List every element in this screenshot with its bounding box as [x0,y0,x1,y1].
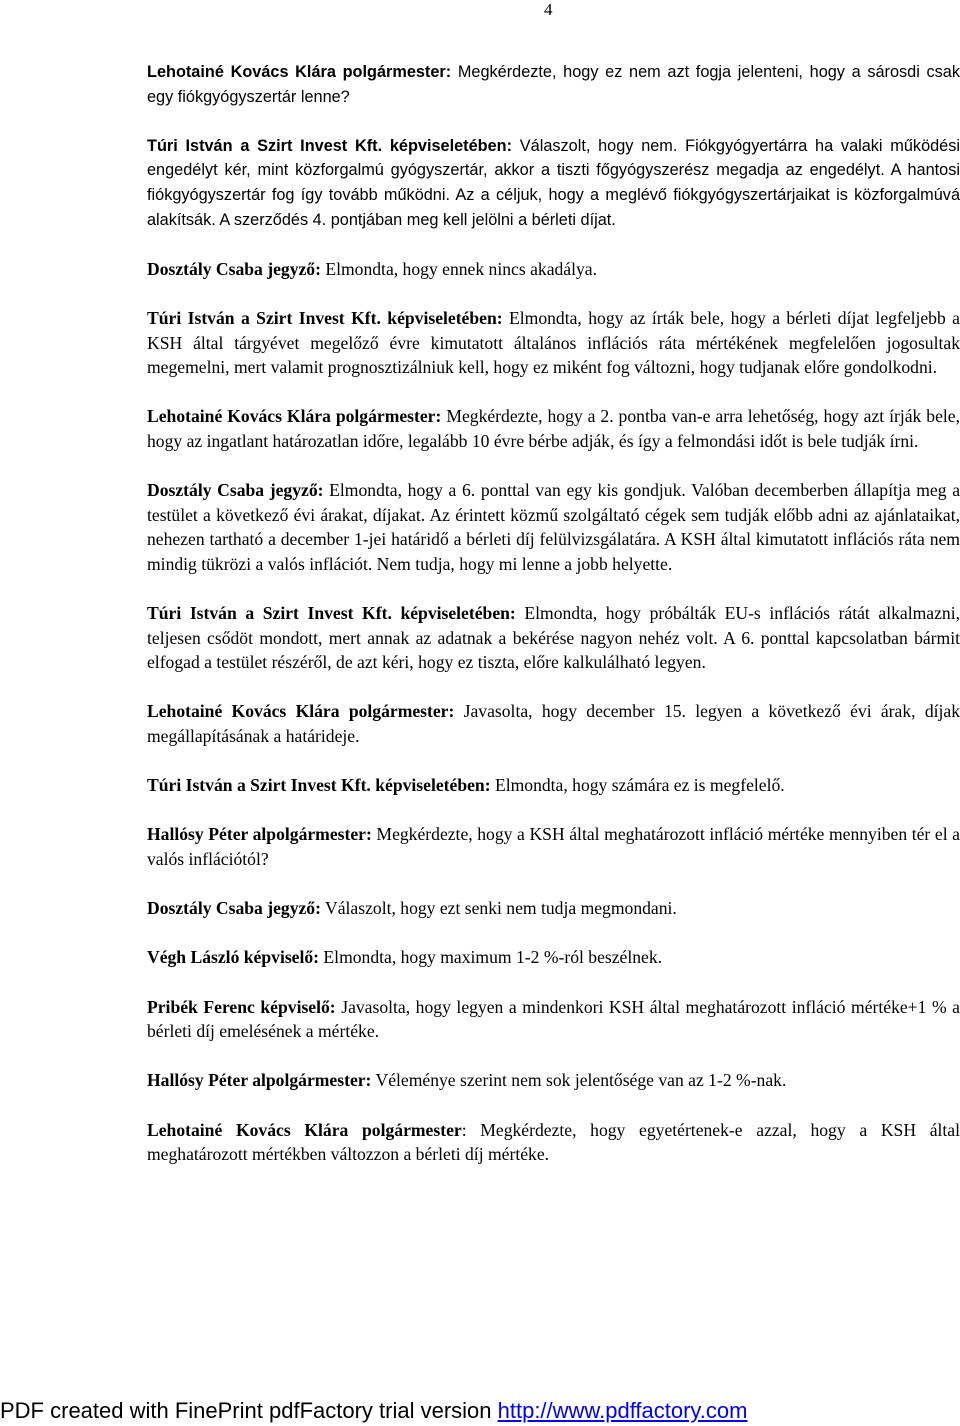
speaker-name: Lehotainé Kovács Klára polgármester: [147,63,452,81]
paragraph [147,822,960,871]
paragraph [147,699,960,748]
paragraph [147,478,960,576]
footer-text: PDF created with FinePrint pdfFactory trial version [0,1398,498,1423]
paragraph-text: Véleménye szerint nem sok jelentősége van az 1-2 %-nak. [371,1070,787,1091]
pdf-footer [0,1396,747,1426]
paragraph [147,134,960,232]
paragraph-text: Megkérdezte, hogy a 2. pontba van-e arra lehetőség, hogy azt írják bele, hogy az ingatlant határozatlan időre, legalább 10 évre bérbe adják, és így a felmondási időt is bele tudják írni. [147,406,960,451]
paragraph-text: Elmondta, hogy számára ez is megfelelő. [490,775,785,796]
paragraph [147,1068,960,1093]
speaker-name: Túri István a Szirt Invest Kft. képviseletében: [147,775,491,796]
document-body [147,60,960,1191]
speaker-name: Lehotainé Kovács Klára polgármester: [147,701,455,722]
speaker-name: Túri István a Szirt Invest Kft. képviseletében: [147,307,503,328]
speaker-name: Pribék Ferenc képviselő: [147,996,336,1017]
paragraph-text: : Megkérdezte, hogy egyetértenek-e azzal, hogy a KSH által meghatározott mértékben változzon a bérleti díj mértéke. [147,1119,960,1165]
paragraph [147,896,960,921]
speaker-name: Lehotainé Kovács Klára polgármester: [147,406,442,427]
pdffactory-link[interactable]: http://www.pdffactory.com [497,1398,748,1423]
paragraph-text: Megkérdezte, hogy ez nem azt fogja jelenteni, hogy a sárosdi csak egy fiókgyógyszertár lenne? [147,63,960,106]
speaker-name: Végh László képviselő: [147,947,320,968]
paragraph [147,404,960,453]
speaker-name: Hallósy Péter alpolgármester: [147,1070,372,1091]
paragraph [147,306,960,380]
paragraph-text: Elmondta, hogy maximum 1-2 %-ról beszélnek. [319,947,663,968]
paragraph [147,995,960,1044]
paragraph [147,945,960,970]
paragraph [147,773,960,798]
paragraph-text: Megkérdezte, hogy a KSH által meghatározott infláció mértéke mennyiben tér el a valós inflációtól? [147,824,960,869]
paragraph-text: Javasolta, hogy december 15. legyen a következő évi árak, díjak megállapításának a határideje. [147,701,960,747]
speaker-name: Dosztály Csaba jegyző: [147,480,324,501]
paragraph [147,257,960,282]
paragraph-text: Válaszolt, hogy nem. Fiókgyógyertárra ha valaki működési engedélyt kér, mint közforgalmú gyógyszertár, akkor a tiszti főgyógyszerész megadja az engedélyt. A hantosi fiókgyógyszertár fog így tovább működni. Az a céljuk, hogy a meglévő fiókgyógyszertárjaikat is közforgalmúvá alakítsák. A szerződés 4. pontjában meg kell jelölni a bérleti díjat. [147,136,960,229]
page-number: 4 [544,0,553,19]
speaker-name: Dosztály Csaba jegyző: [147,898,321,919]
paragraph-text: Elmondta, hogy a 6. ponttal van egy kis gondjuk. Valóban decemberben állapítja meg a testület a következő évi árakat, díjakat. Az érintett közmű szolgáltató cégek sem tudják előbb adni az ajánlataikat, nehezen tartható a december 1-jei határidő a bérleti díj felülvizsgálatára. A KSH által kimutatott inflációs ráta nem mindig tükrözi a valós inflációt. Nem tudja, hogy mi lenne a jobb helyette. [147,480,960,574]
paragraph [147,1118,960,1167]
paragraph [147,601,960,675]
speaker-name: Hallósy Péter alpolgármester: [147,824,372,845]
paragraph-text: Elmondta, hogy az írták bele, hogy a bérleti díjat legfeljebb a KSH által tárgyévet megelőző évre kimutatott általános inflációs ráta mértékének megfelelően jogosultak megemelni, mert valamit prognosztizálniuk kell, hogy ez miként fog változni, hogy tudjanak előre gondolkodni. [147,307,960,378]
paragraph [147,60,960,109]
paragraph-text: Válaszolt, hogy ezt senki nem tudja megmondani. [320,898,677,919]
speaker-name: Dosztály Csaba jegyző: [147,258,321,279]
speaker-name: Lehotainé Kovács Klára polgármester [147,1119,462,1140]
paragraph-text: Elmondta, hogy próbálták EU-s inflációs rátát alkalmazni, teljesen csődöt mondott, mert annak az adatnak a bekérése nagyon nehéz volt. A 6. ponttal kapcsolatban bármit elfogad a testület részéről, de azt kéri, hogy ez tiszta, előre kalkulálható legyen. [147,603,960,673]
paragraph-text: Elmondta, hogy ennek nincs akadálya. [320,258,597,279]
speaker-name: Túri István a Szirt Invest Kft. képviseletében: [147,603,516,624]
paragraph-text: Javasolta, hogy legyen a mindenkori KSH által meghatározott infláció mértéke+1 % a bérleti díj emelésének a mértéke. [147,996,960,1042]
speaker-name: Túri István a Szirt Invest Kft. képviseletében: [147,136,513,155]
